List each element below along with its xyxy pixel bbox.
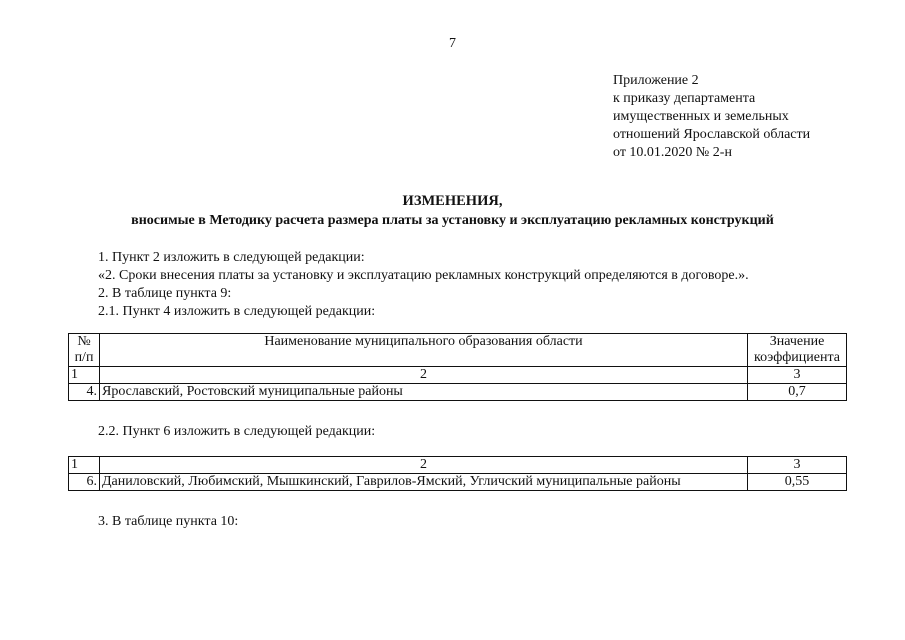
header-num-cell (69, 334, 100, 367)
appendix-line: имущественных и земельных (613, 109, 789, 124)
paragraph-5: 2.2. Пункт 6 изложить в следующей редакции: (98, 424, 376, 439)
header-name-cell: Наименование муниципального образования области (100, 334, 748, 367)
appendix-block (613, 72, 810, 162)
header-num-line: № (77, 334, 91, 349)
index-cell: 3 (748, 367, 847, 384)
header-value-line: Значение (769, 334, 825, 349)
row-num-cell: 4. (69, 384, 100, 401)
header-value-line: коэффициента (754, 350, 840, 365)
row-value-cell: 0,7 (748, 384, 847, 401)
table-row (69, 384, 847, 401)
appendix-line: к приказу департамента (613, 91, 756, 106)
appendix-line: отношений Ярославской области (613, 127, 811, 142)
paragraph-4: 2.1. Пункт 4 изложить в следующей редакции: (98, 304, 376, 319)
row-num-cell: 6. (69, 474, 100, 491)
row-name-cell: Даниловский, Любимский, Мышкинский, Гаврилов-Ямский, Угличский муниципальные районы (100, 474, 748, 491)
row-name-cell: Ярославский, Ростовский муниципальные районы (100, 384, 748, 401)
table-row (69, 474, 847, 491)
document-title: ИЗМЕНЕНИЯ, (402, 193, 503, 209)
header-value-cell (748, 334, 847, 367)
paragraph-3: 2. В таблице пункта 9: (98, 286, 232, 301)
page-number: 7 (449, 36, 456, 51)
row-value-cell: 0,55 (748, 474, 847, 491)
appendix-line: Приложение 2 (613, 73, 699, 88)
index-cell: 1 (69, 457, 100, 474)
header-num-line: п/п (74, 350, 94, 365)
paragraph-2: «2. Сроки внесения платы за установку и эксплуатацию рекламных конструкций определяются в договоре.». (98, 268, 749, 283)
table-index-row (69, 367, 847, 384)
index-cell: 2 (100, 367, 748, 384)
index-cell: 2 (100, 457, 748, 474)
document-subtitle: вносимые в Методику расчета размера платы за установку и эксплуатацию рекламных конструкций (131, 213, 774, 228)
appendix-line: от 10.01.2020 № 2-н (613, 145, 732, 160)
index-cell: 1 (69, 367, 100, 384)
coefficient-table-1 (68, 333, 847, 401)
index-cell: 3 (748, 457, 847, 474)
coefficient-table-2 (68, 456, 847, 491)
paragraph-1: 1. Пункт 2 изложить в следующей редакции: (98, 250, 365, 265)
table-index-row (69, 457, 847, 474)
paragraph-6: 3. В таблице пункта 10: (98, 514, 239, 529)
table-header-row (69, 334, 847, 367)
